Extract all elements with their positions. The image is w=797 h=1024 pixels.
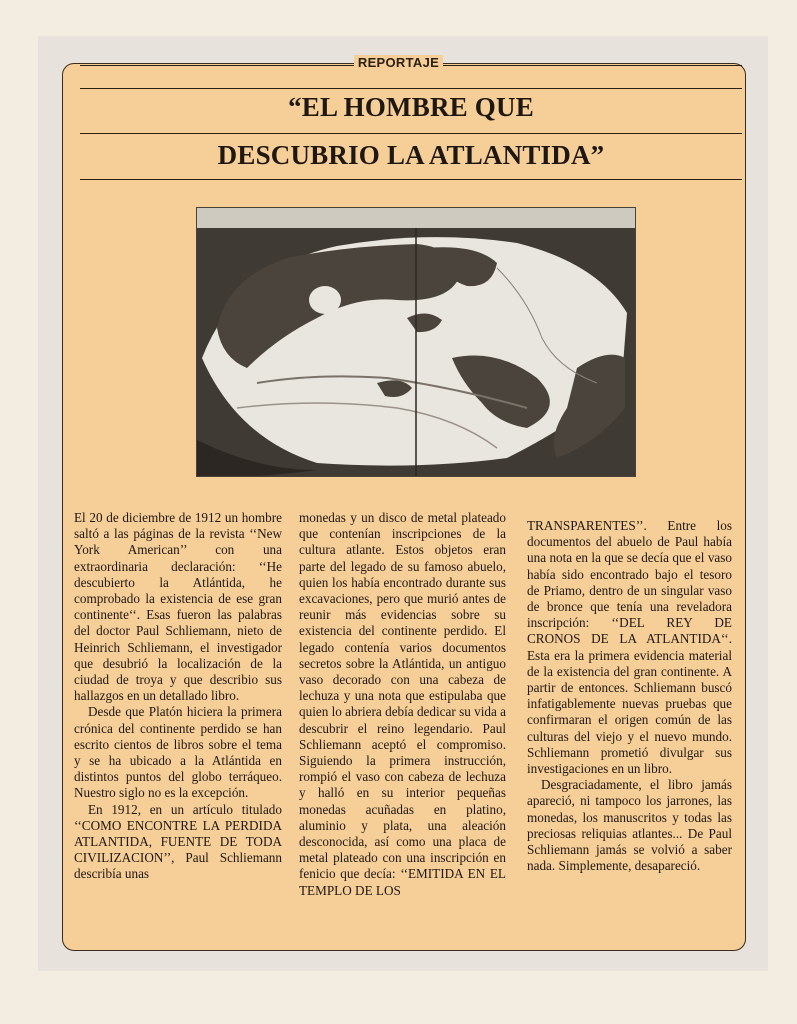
- article-column-2: [299, 510, 506, 899]
- article-title-line-1: “EL HOMBRE QUE: [288, 92, 534, 122]
- section-label: [0, 55, 797, 70]
- title-rule-3: [80, 179, 742, 180]
- title-rule-1: [80, 88, 742, 89]
- section-label-text: REPORTAJE: [354, 55, 443, 70]
- paragraph: Desgraciadamente, el libro jamás apareció, ni tampoco los jarrones, las monedas, los manuscritos y todas las preciosas reliquias atlantes... De Paul Schliemann jamás se volvió a saber nada. Simplemente, desapareció.: [527, 777, 732, 874]
- paragraph: Desde que Platón hiciera la primera crónica del continente perdido se han escrito cientos de libros sobre el tema y se ha ubicado a la Atlántida en distintos puntos del globo terráqueo. Nuestro siglo no es la excepción.: [74, 704, 282, 801]
- title-rule-2: [80, 133, 742, 134]
- article-column-1: [74, 510, 282, 883]
- paragraph: TRANSPARENTES’’. Entre los documentos del abuelo de Paul había una nota en la que se decía que el vaso había sido encontrado bajo el tesoro de Priamo, dentro de un singular vaso de bronce que tenía una reveladora inscripción: ‘‘DEL REY DE CRONOS DE LA ATLANTIDA‘‘. Esta era la primera evidencia material de la existencia del gran continente. A partir de entonces. Schliemann buscó infatigablemente nuevas pruebas que confirmaran el origen común de las culturas del viejo y el nuevo mundo. Schliemann prometió divulgar sus investigaciones en un libro.: [527, 518, 732, 777]
- paragraph: monedas y un disco de metal plateado que contenían inscripciones de la cultura atlante. Estos objetos eran parte del legado de su famoso abuelo, quien los había encontrado durante sus excavaciones, pero que murió antes de reunir más evidencias sobre su existencia del continente perdido. El legado contenía varios documentos secretos sobre la Atlántida, un antiguo vaso decorado con una cabeza de lechuza y una nota que estipulaba que quien lo abriera debía dedicar su vida a descubrir el reino legendario. Paul Schliemann aceptó el compromiso. Siguiendo la primera instrucción, rompió el vaso con cabeza de lechuza y halló en su interior pequeñas monedas acuñadas en platino, aluminio y plata, una aleación desconocida, así como una placa de metal plateado con una inscripción en fenicio que decía: ‘‘EMITIDA EN EL TEMPLO DE LOS: [299, 510, 506, 898]
- old-world-map-image: [196, 207, 636, 477]
- article-column-3: [527, 518, 732, 874]
- paragraph: En 1912, en un artículo titulado ‘‘COMO ENCONTRE LA PERDIDA ATLANTIDA, FUENTE DE TODA CIVILIZACION’’, Paul Schliemann describía unas: [74, 801, 282, 882]
- paragraph: El 20 de diciembre de 1912 un hombre saltó a las páginas de la revista ‘‘New York American’’ con una extraordinaria declaración: ‘‘He descubierto la Atlántida, he comprobado la existencia de ese gran continente‘‘. Esas fueron las palabras del doctor Paul Schliemann, nieto de Heinrich Schliemann, el investigador que desubrió la localización de la ciudad de troya y que describio sus hallazgos en un detallado libro.: [74, 510, 282, 704]
- article-title-line-2: DESCUBRIO LA ATLANTIDA”: [217, 140, 605, 170]
